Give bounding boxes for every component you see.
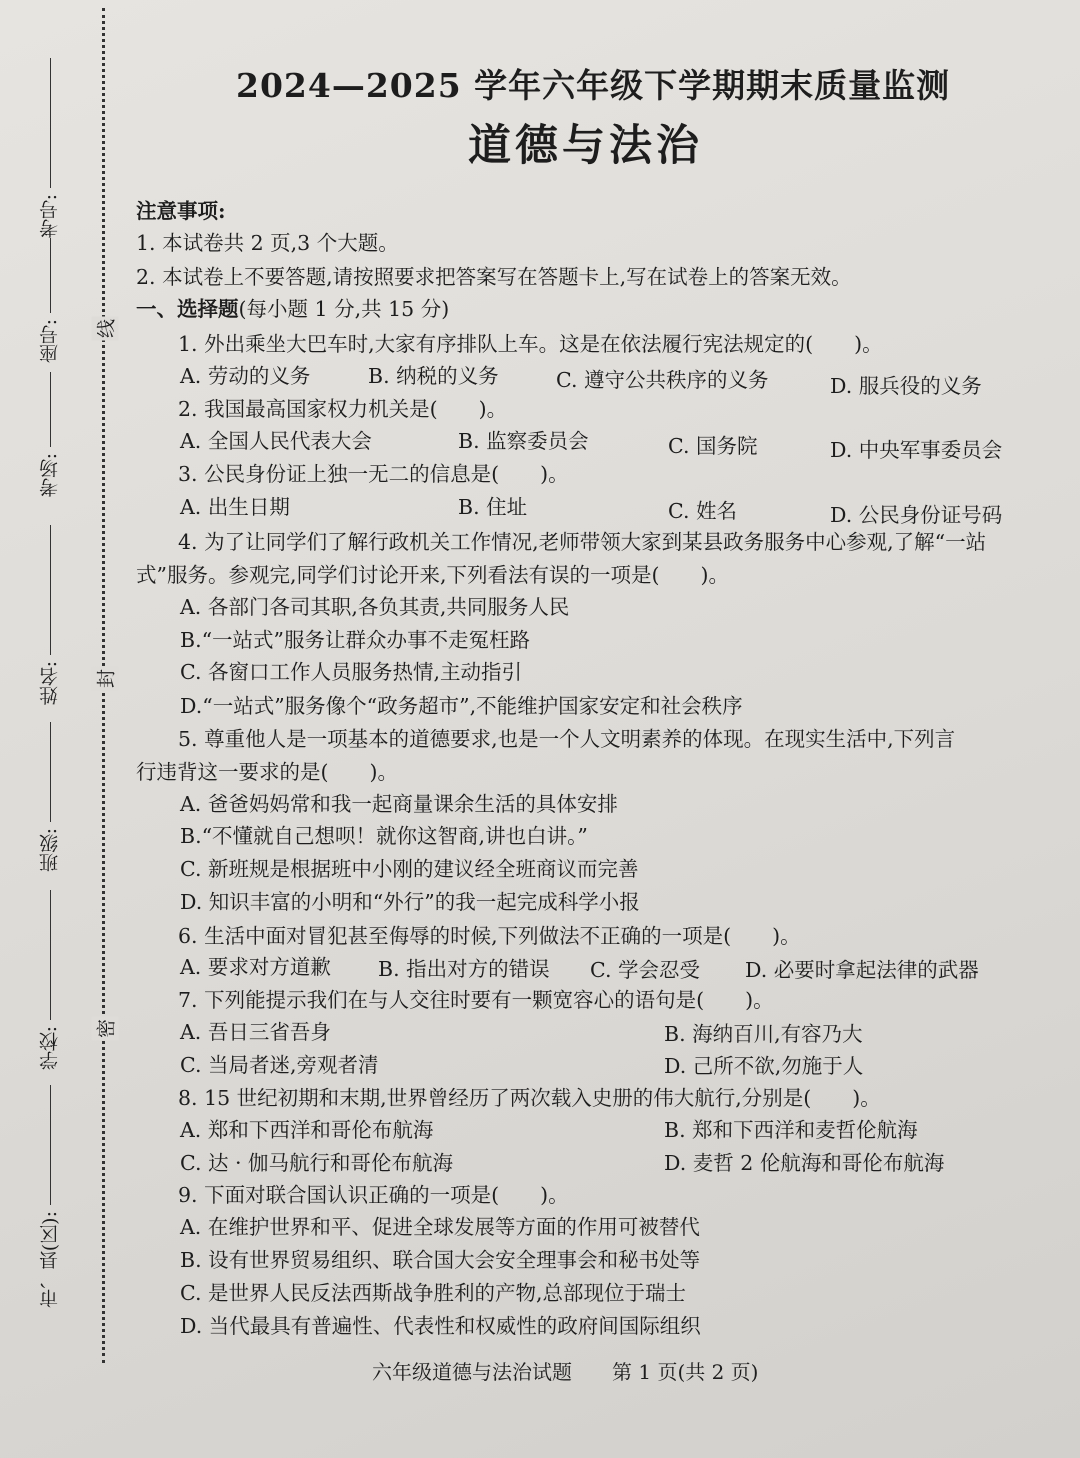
- question-8-option-d[interactable]: D. 麦哲 2 伦航海和哥伦布航海: [664, 1151, 945, 1175]
- question-5-stem-line-1: 5. 尊重他人是一项基本的道德要求,也是一个人文明素养的体现。在现实生活中,下列言: [178, 727, 956, 751]
- question-4-stem-line-2: 式”服务。参观完,同学们讨论开来,下列看法有误的一项是( )。: [136, 563, 730, 587]
- question-2-option-c[interactable]: C. 国务院: [668, 434, 758, 458]
- question-6-option-c[interactable]: C. 学会忍受: [590, 958, 700, 982]
- question-3-option-a[interactable]: A. 出生日期: [180, 495, 290, 519]
- exam-room-line: [50, 372, 51, 447]
- name-line: [50, 525, 51, 655]
- question-7-option-b[interactable]: B. 海纳百川,有容乃大: [664, 1022, 863, 1046]
- question-9-option-b[interactable]: B. 设有世界贸易组织、联合国大会安全理事会和秘书处等: [180, 1248, 701, 1272]
- question-9-stem: 9. 下面对联合国认识正确的一项是( )。: [178, 1183, 569, 1207]
- seat-number-line: [50, 238, 51, 313]
- question-6-option-a[interactable]: A. 要求对方道歉: [180, 955, 331, 979]
- question-1-option-c[interactable]: C. 遵守公共秩序的义务: [556, 368, 769, 392]
- class-line: [50, 722, 51, 822]
- question-7-option-d[interactable]: D. 己所不欲,勿施于人: [664, 1054, 864, 1078]
- question-4-option-d[interactable]: D.“一站式”服务像个“政务超市”,不能维护国家安定和社会秩序: [180, 694, 743, 718]
- binding-margin: [0, 0, 130, 1458]
- question-8-option-a[interactable]: A. 郑和下西洋和哥伦布航海: [180, 1118, 434, 1142]
- question-4-stem-line-1: 4. 为了让同学们了解行政机关工作情况,老师带领大家到某县政务服务中心参观,了解“一站: [178, 530, 987, 554]
- question-6-option-d[interactable]: D. 必要时拿起法律的武器: [745, 958, 979, 982]
- exam-number-label: 考号:: [38, 194, 61, 239]
- school-label: 学校:: [38, 1026, 61, 1071]
- question-5-option-b[interactable]: B.“不懂就自己想呗！就你这智商,讲也白讲。”: [180, 824, 588, 848]
- seal-char-secret: 密: [92, 1017, 119, 1041]
- page-footer: [372, 1356, 798, 1385]
- district-field[interactable]: [30, 1085, 70, 1308]
- exam-number-line: [50, 58, 51, 188]
- question-4-option-c[interactable]: C. 各窗口工作人员服务热情,主动指引: [180, 660, 523, 684]
- question-3-option-b[interactable]: B. 住址: [458, 495, 528, 519]
- question-2-option-d[interactable]: D. 中央军事委员会: [830, 438, 1003, 462]
- question-7-stem: 7. 下列能提示我们在与人交往时要有一颗宽容心的语句是( )。: [178, 988, 774, 1012]
- notice-item-2: 2. 本试卷上不要答题,请按照要求把答案写在答题卡上,写在试卷上的答案无效。: [136, 265, 852, 289]
- footer-subject: 六年级道德与法治试题: [372, 1360, 572, 1384]
- district-line: [50, 1085, 51, 1205]
- section-heading: [136, 299, 449, 320]
- exam-room-label: 考场:: [38, 453, 61, 498]
- question-7-option-c[interactable]: C. 当局者迷,旁观者清: [180, 1053, 379, 1077]
- district-label: 市、县(区):: [38, 1211, 61, 1309]
- school-field[interactable]: [30, 890, 70, 1070]
- notice-heading: 注意事项:: [136, 199, 226, 223]
- class-label: 班级:: [38, 828, 61, 873]
- question-3-option-c[interactable]: C. 姓名: [668, 499, 737, 523]
- question-5-option-c[interactable]: C. 新班规是根据班中小刚的建议经全班商议而完善: [180, 857, 639, 881]
- question-2-stem: 2. 我国最高国家权力机关是( )。: [178, 397, 508, 421]
- name-field[interactable]: [30, 525, 70, 705]
- question-6-option-b[interactable]: B. 指出对方的错误: [378, 957, 550, 981]
- question-8-option-c[interactable]: C. 达 · 伽马航行和哥伦布航海: [180, 1151, 454, 1175]
- question-4-option-b[interactable]: B.“一站式”服务让群众办事不走冤枉路: [180, 628, 531, 652]
- seal-char-line: 线: [92, 317, 119, 341]
- question-6-stem: 6. 生活中面对冒犯甚至侮辱的时候,下列做法不正确的一项是( )。: [178, 924, 801, 948]
- question-4-option-a[interactable]: A. 各部门各司其职,各负其责,共同服务人民: [180, 595, 570, 619]
- question-1-option-b[interactable]: B. 纳税的义务: [368, 364, 499, 388]
- question-8-option-b[interactable]: B. 郑和下西洋和麦哲伦航海: [664, 1118, 918, 1142]
- question-9-option-c[interactable]: C. 是世界人民反法西斯战争胜利的产物,总部现位于瑞士: [180, 1281, 687, 1305]
- notice-item-1: 1. 本试卷共 2 页,3 个大题。: [136, 231, 399, 255]
- question-5-option-a[interactable]: A. 爸爸妈妈常和我一起商量课余生活的具体安排: [180, 792, 618, 816]
- question-2-option-b[interactable]: B. 监察委员会: [458, 429, 589, 453]
- seat-number-field[interactable]: [30, 238, 70, 363]
- section-note: (每小题 1 分,共 15 分): [238, 297, 450, 321]
- question-3-stem: 3. 公民身份证上独一无二的信息是( )。: [178, 462, 569, 486]
- question-9-option-a[interactable]: A. 在维护世界和平、促进全球发展等方面的作用可被替代: [180, 1215, 700, 1239]
- question-1-stem: 1. 外出乘坐大巴车时,大家有序排队上车。这是在依法履行宪法规定的( )。: [178, 332, 883, 356]
- question-2-option-a[interactable]: A. 全国人民代表大会: [180, 429, 372, 453]
- exam-number-field[interactable]: [30, 58, 70, 238]
- exam-title: 2024—2025 学年六年级下学期期末质量监测: [236, 66, 951, 105]
- name-label: 姓名:: [38, 661, 61, 706]
- question-1-option-a[interactable]: A. 劳动的义务: [180, 364, 311, 388]
- footer-page-number: 第 1 页(共 2 页): [612, 1360, 759, 1384]
- exam-subject: 道德与法治: [468, 121, 703, 171]
- school-line: [50, 890, 51, 1020]
- exam-room-field[interactable]: [30, 372, 70, 497]
- section-title: 一、选择题: [136, 297, 239, 321]
- question-7-option-a[interactable]: A. 吾日三省吾身: [180, 1020, 331, 1044]
- class-field[interactable]: [30, 722, 70, 872]
- seat-number-label: 座号:: [38, 319, 61, 364]
- question-1-option-d[interactable]: D. 服兵役的义务: [830, 374, 982, 398]
- question-5-stem-line-2: 行违背这一要求的是( )。: [136, 760, 398, 784]
- question-8-stem: 8. 15 世纪初期和末期,世界曾经历了两次载入史册的伟大航行,分别是( )。: [178, 1086, 881, 1110]
- question-9-option-d[interactable]: D. 当代最具有普遍性、代表性和权威性的政府间国际组织: [180, 1314, 701, 1338]
- question-3-option-d[interactable]: D. 公民身份证号码: [830, 503, 1003, 527]
- seal-char-seal: 封: [92, 667, 119, 691]
- question-5-option-d[interactable]: D. 知识丰富的小明和“外行”的我一起完成科学小报: [180, 890, 640, 914]
